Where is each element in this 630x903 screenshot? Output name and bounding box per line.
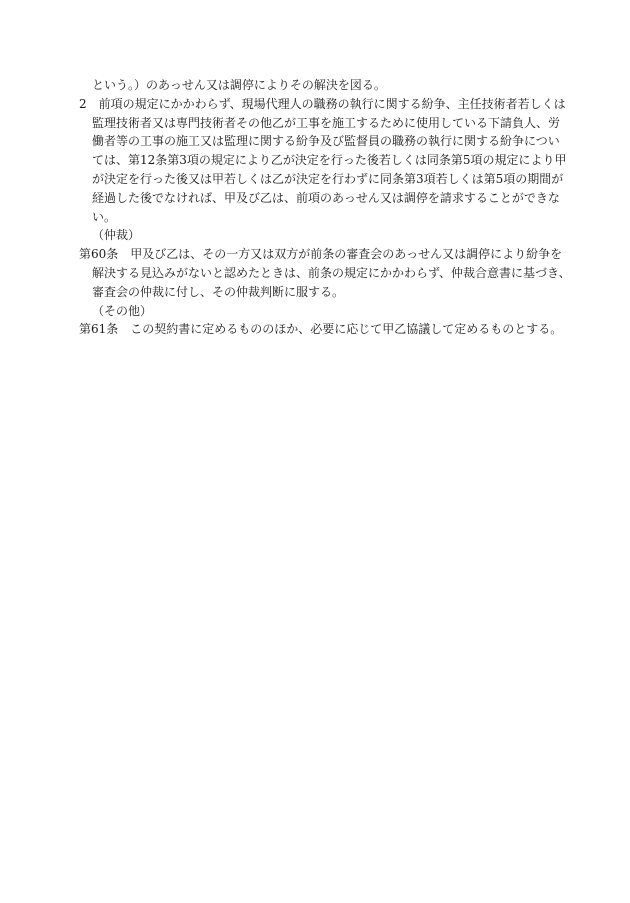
article-59-paragraph-2: 2 前項の規定にかかわらず、現場代理人の職務の執行に関する紛争、主任技術者若しくは <box>79 96 566 111</box>
article-60-text-line: 審査会の仲裁に付し、その仲裁判断に服する。 <box>92 284 345 299</box>
article-59-paragraph-2-line: ては、第12条第3項の規定により乙が決定を行った後若しくは同条第5項の規定により甲 <box>92 153 567 168</box>
article-59-paragraph-2-line: 働者等の工事の施工又は監理に関する紛争及び監督員の職務の執行に関する紛争につい <box>92 134 560 149</box>
article-61-caption: （その他） <box>92 303 153 318</box>
article-59-paragraph-2-line: が決定を行った後又は甲若しくは乙が決定を行わずに同条第3項若しくは第5項の期間が <box>92 171 564 186</box>
article-60-text-line: 解決する見込みがないと認めたときは、前条の規定にかかわらず、仲裁合意書に基づき、 <box>92 265 571 280</box>
article-61-text: 第61条 この契約書に定めるもののほか、必要に応じて甲乙協議して定めるものとする。 <box>79 322 563 337</box>
article-59-paragraph-2-line: 経過した後でなければ、甲及び乙は、前項のあっせん又は調停を請求することができな <box>92 190 560 205</box>
article-60-caption: （仲裁） <box>92 228 141 243</box>
document-page <box>79 76 571 339</box>
article-59-continuation: という。）のあっせん又は調停によりその解決を図る。 <box>92 78 386 92</box>
article-59-paragraph-2-line: い。 <box>92 209 117 224</box>
article-60-text: 第60条 甲及び乙は、その一方又は双方が前条の審査会のあっせん又は調停により紛争を <box>79 247 563 262</box>
article-59-paragraph-2-line: 監理技術者又は専門技術者その他乙が工事を施工するために使用している下請負人、労 <box>92 115 561 130</box>
